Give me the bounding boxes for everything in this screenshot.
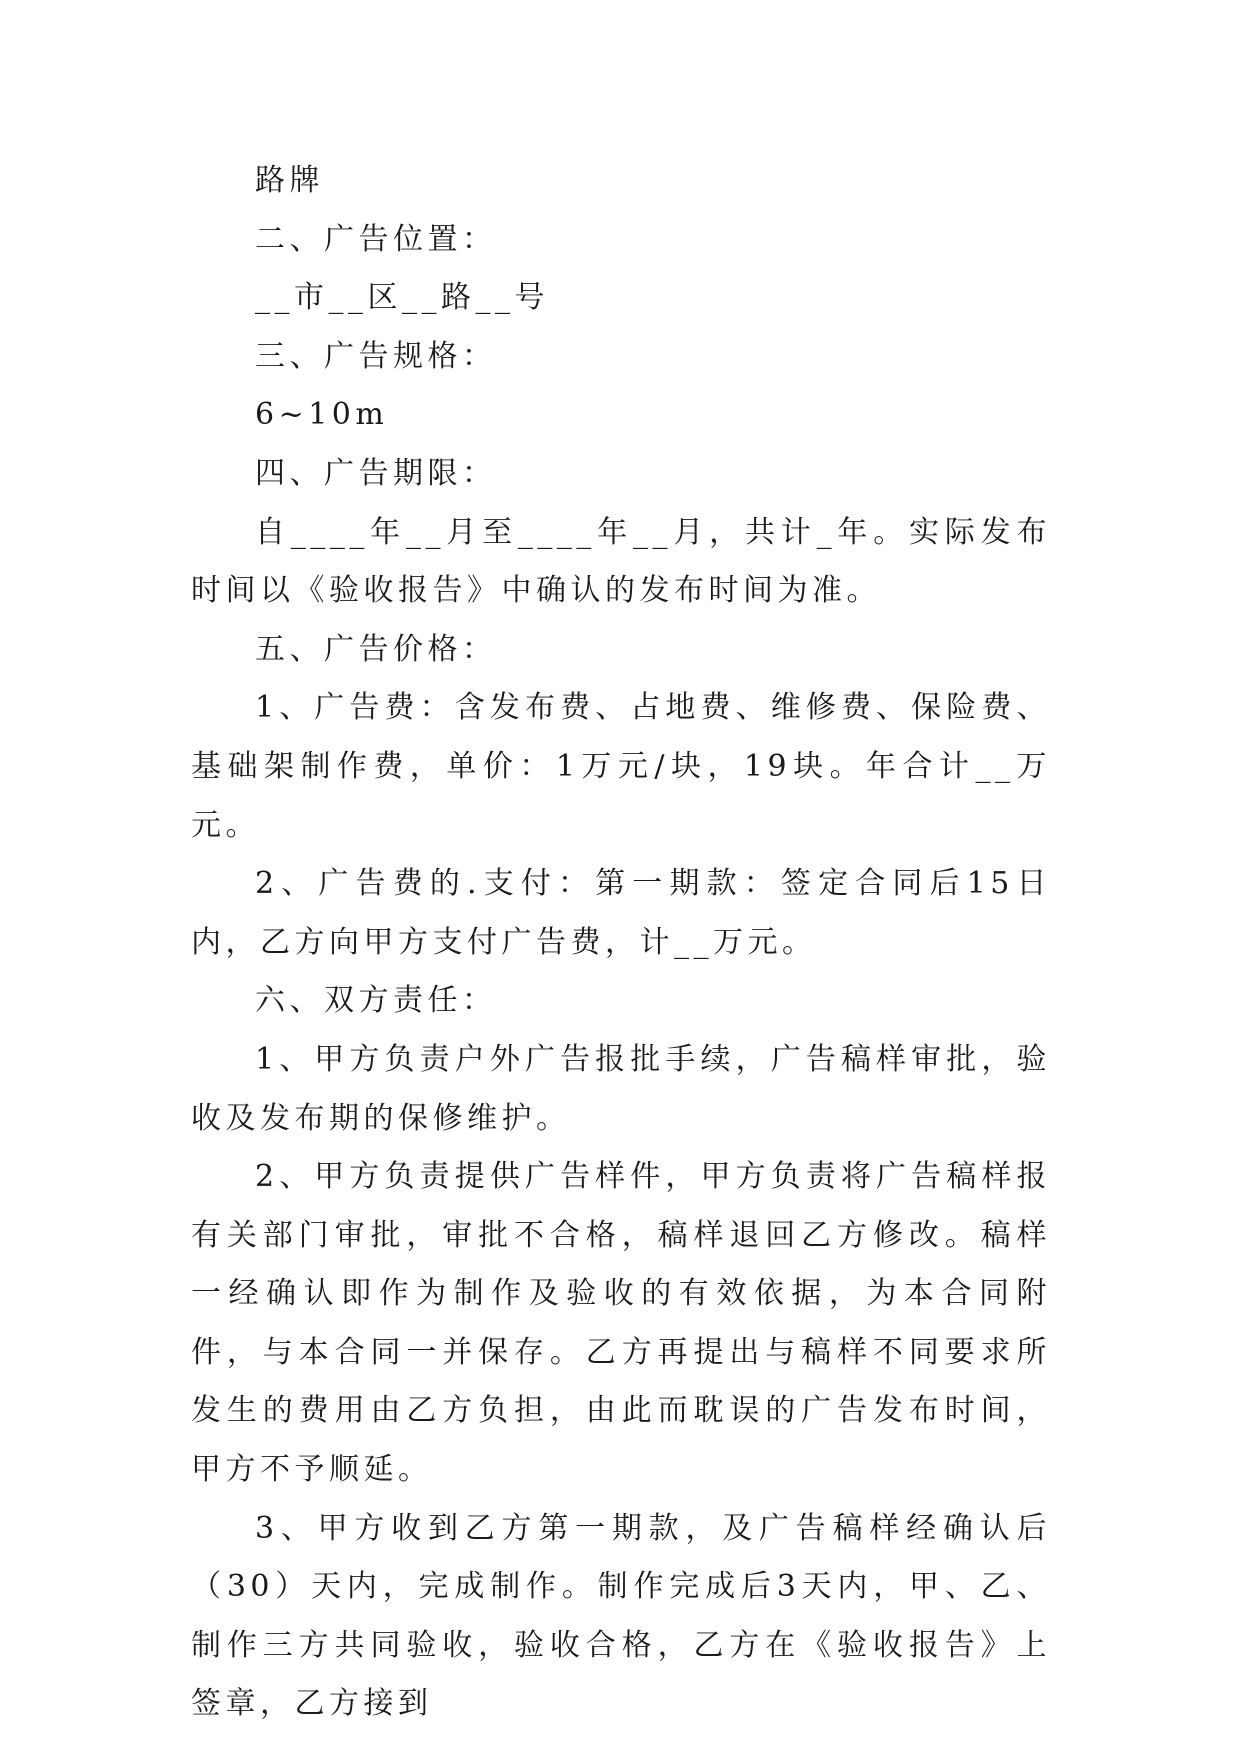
paragraph-ad-address: __市__区__路__号 — [255, 280, 549, 316]
paragraph-ad-payment: 2、广告费的.支付：第一期款：签定合同后15日内，乙方向甲方支付广告费，计__万元。 — [191, 866, 1051, 960]
heading-responsibilities: 六、双方责任： — [255, 983, 497, 1019]
heading-ad-location: 二、广告位置： — [255, 221, 497, 257]
paragraph-road-sign: 路牌 — [255, 163, 324, 198]
paragraph-ad-term: 自____年__月至____年__月，共计_年。实际发布时间以《验收报告》中确认的发布时间为准。 — [191, 514, 1051, 609]
paragraph-ad-size: 6~10m — [255, 397, 389, 433]
heading-ad-specification: 三、广告规格： — [255, 338, 497, 374]
document-body — [191, 152, 1051, 1734]
paragraph-responsibility-1: 1、甲方负责户外广告报批手续，广告稿样审批，验收及发布期的保修维护。 — [191, 1041, 1051, 1136]
paragraph-responsibility-3: 3、甲方收到乙方第一期款，及广告稿样经确认后（30）天内，完成制作。制作完成后3天内，甲、乙、制作三方共同验收，验收合格，乙方在《验收报告》上签章，乙方接到 — [191, 1510, 1051, 1722]
heading-ad-term: 四、广告期限： — [255, 455, 497, 491]
heading-ad-price: 五、广告价格： — [255, 631, 497, 667]
paragraph-responsibility-2: 2、甲方负责提供广告样件，甲方负责将广告稿样报有关部门审批，审批不合格，稿样退回乙方修改。稿样一经确认即作为制作及验收的有效依据，为本合同附件，与本合同一并保存。乙方再提出与稿样不同要求所发生的费用由乙方负担，由此而耽误的广告发布时间，甲方不予顺延。 — [191, 1159, 1051, 1488]
paragraph-ad-fee: 1、广告费：含发布费、占地费、维修费、保险费、基础架制作费，单价：1万元/块，19块。年合计__万元。 — [191, 690, 1051, 843]
